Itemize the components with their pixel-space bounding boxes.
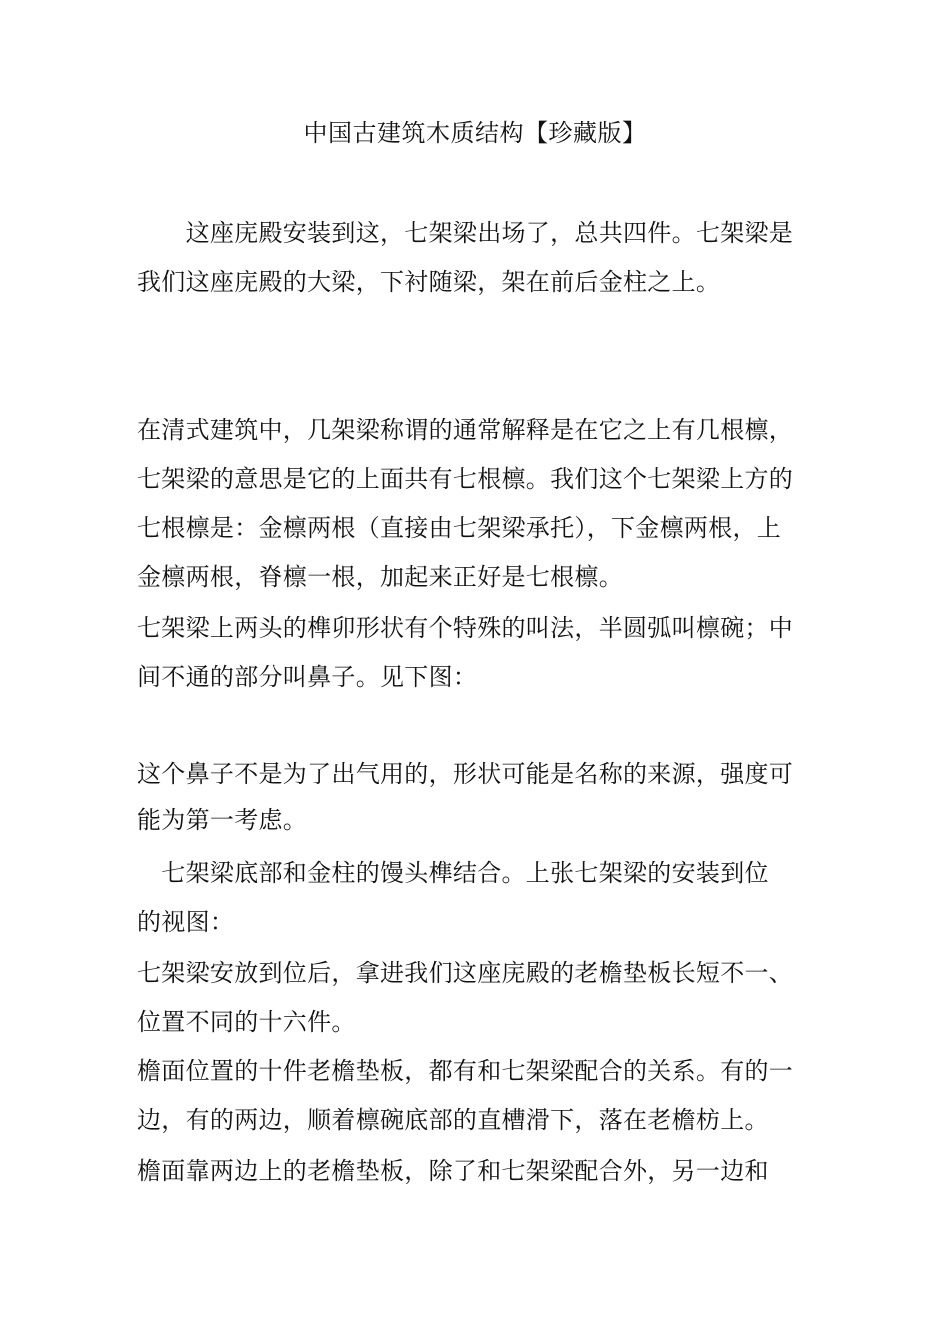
text-line: 檐面靠两边上的老檐垫板，除了和七架梁配合外，另一边和: [137, 1157, 769, 1185]
text-line: 位置不同的十六件。: [137, 1008, 356, 1036]
text-line: 能为第一考虑。: [137, 806, 308, 834]
text-line: 在清式建筑中，几架梁称谓的通常解释是在它之上有几根檩，: [137, 416, 794, 444]
text-line: 七架梁底部和金柱的馒头榫结合。上张七架梁的安装到位: [137, 859, 769, 887]
text-line: 七架梁上两头的榫卯形状有个特殊的叫法，半圆弧叫檩碗；中: [137, 614, 794, 642]
document-title: 中国古建筑木质结构【珍藏版】: [303, 119, 647, 147]
text-line: 七架梁的意思是它的上面共有七根檩。我们这个七架梁上方的: [137, 465, 794, 493]
text-line: 七根檩是：金檩两根（直接由七架梁承托），下金檩两根，上: [137, 514, 782, 542]
text-line: 间不通的部分叫鼻子。见下图：: [137, 663, 478, 691]
text-line: 这座庑殿安装到这，七架梁出场了，总共四件。七架梁是: [137, 219, 794, 247]
text-line: 金檩两根，脊檩一根，加起来正好是七根檩。: [137, 563, 623, 591]
text-line: 这个鼻子不是为了出气用的，形状可能是名称的来源，强度可: [137, 760, 794, 788]
text-line: 我们这座庑殿的大梁，下衬随梁，架在前后金柱之上。: [137, 268, 721, 296]
text-line: 檐面位置的十件老檐垫板，都有和七架梁配合的关系。有的一: [137, 1057, 794, 1085]
text-line: 的视图：: [137, 908, 235, 936]
text-line: 边，有的两边，顺着檩碗底部的直槽滑下，落在老檐枋上。: [137, 1106, 769, 1134]
text-line: 七架梁安放到位后，拿进我们这座庑殿的老檐垫板长短不一、: [137, 959, 794, 987]
